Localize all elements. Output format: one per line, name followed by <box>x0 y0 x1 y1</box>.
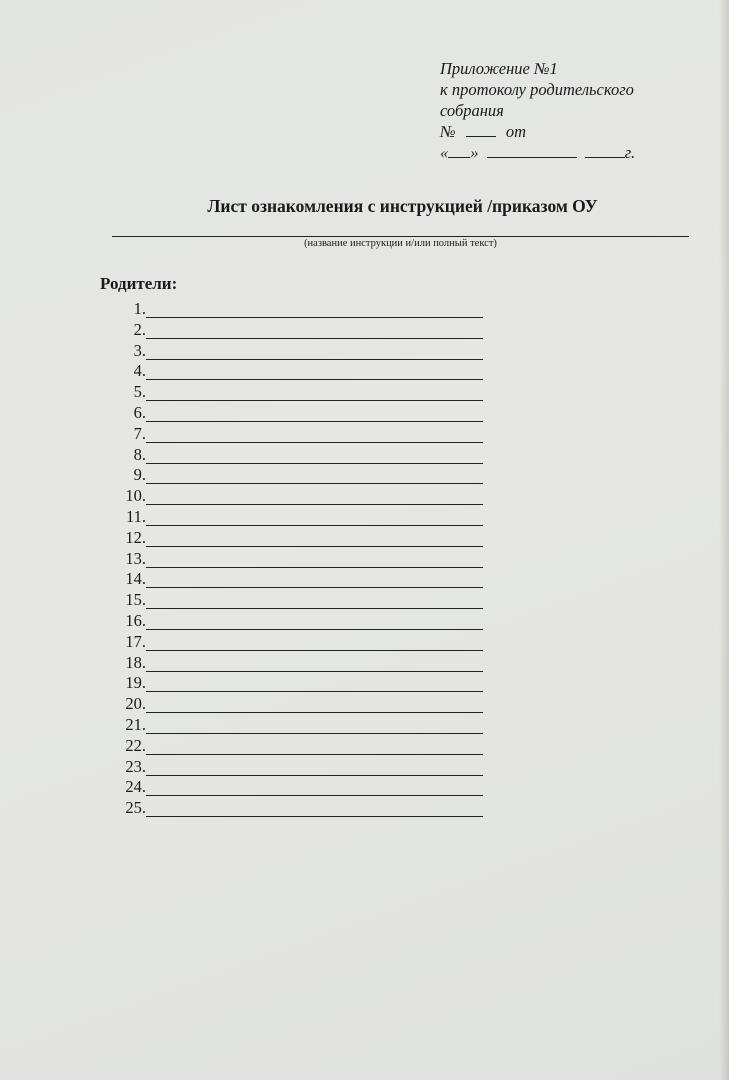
document-title: Лист ознакомления с инструкцией /приказом ОУ <box>207 196 598 216</box>
list-item <box>100 527 490 547</box>
appendix-line3: собрания <box>440 101 504 120</box>
list-item-number: 13. <box>125 548 146 568</box>
list-item <box>100 568 490 588</box>
list-item-number: 14. <box>125 569 146 589</box>
list-item-number: 24. <box>125 777 146 797</box>
list-item <box>100 776 490 796</box>
list-item <box>100 423 490 443</box>
list-item-number: 25. <box>125 798 146 818</box>
list-item <box>100 485 490 505</box>
year-suffix: г. <box>624 143 636 162</box>
title-caption: (название инструкции и/или полный текст) <box>304 238 497 249</box>
number-blank <box>466 121 496 137</box>
number-label: № <box>440 122 456 141</box>
list-item-number: 8. <box>133 444 146 464</box>
appendix-line1: Приложение №1 <box>440 59 558 78</box>
list-item-number: 2. <box>133 319 146 339</box>
list-item <box>100 631 490 651</box>
paper-edge <box>719 0 729 1080</box>
list-item <box>100 756 490 776</box>
parents-label: Родители: <box>100 274 178 293</box>
appendix-number-row <box>440 121 720 142</box>
from-label: от <box>505 122 526 141</box>
list-item-number: 16. <box>125 611 146 630</box>
list-item-number: 18. <box>125 652 146 672</box>
date-close-quote: » <box>470 143 479 162</box>
list-item-number: 11. <box>125 507 146 526</box>
list-item <box>100 672 490 692</box>
list-item-number: 4. <box>133 361 146 381</box>
list-item-number: 19. <box>125 673 146 693</box>
list-item-number: 3. <box>133 340 146 360</box>
list-item-number: 9. <box>133 465 146 485</box>
list-item-number: 12. <box>125 527 146 547</box>
date-open-quote: « <box>440 143 449 162</box>
list-item <box>100 444 490 464</box>
list-item <box>100 340 490 360</box>
list-item <box>100 298 490 318</box>
appendix-date-row <box>440 142 720 163</box>
list-item <box>100 402 490 422</box>
list-item-number: 15. <box>125 590 146 610</box>
list-item-number: 7. <box>133 423 146 443</box>
list-item-number: 22. <box>125 735 146 755</box>
month-blank <box>487 142 577 158</box>
year-blank <box>585 142 625 158</box>
list-item <box>100 797 490 817</box>
list-item-number: 6. <box>133 403 146 422</box>
list-item-number: 1. <box>133 299 146 318</box>
list-item <box>100 652 490 672</box>
list-item <box>100 589 490 609</box>
list-item <box>100 360 490 380</box>
signature-line <box>146 816 483 817</box>
list-item <box>100 693 490 713</box>
list-item <box>100 381 490 401</box>
list-item-number: 17. <box>125 631 146 651</box>
appendix-note <box>440 58 720 163</box>
list-item-number: 10. <box>125 486 146 506</box>
list-item-number: 23. <box>125 756 146 776</box>
list-item-number: 5. <box>133 382 146 402</box>
list-item <box>100 548 490 568</box>
list-item <box>100 319 490 339</box>
appendix-line2: к протоколу родительского <box>440 80 634 99</box>
list-item-number: 21. <box>125 715 146 734</box>
list-item <box>100 506 490 526</box>
list-item <box>100 735 490 755</box>
list-item <box>100 610 490 630</box>
list-item <box>100 464 490 484</box>
list-item <box>100 714 490 734</box>
list-item-number: 20. <box>125 694 146 714</box>
day-blank <box>448 142 470 158</box>
